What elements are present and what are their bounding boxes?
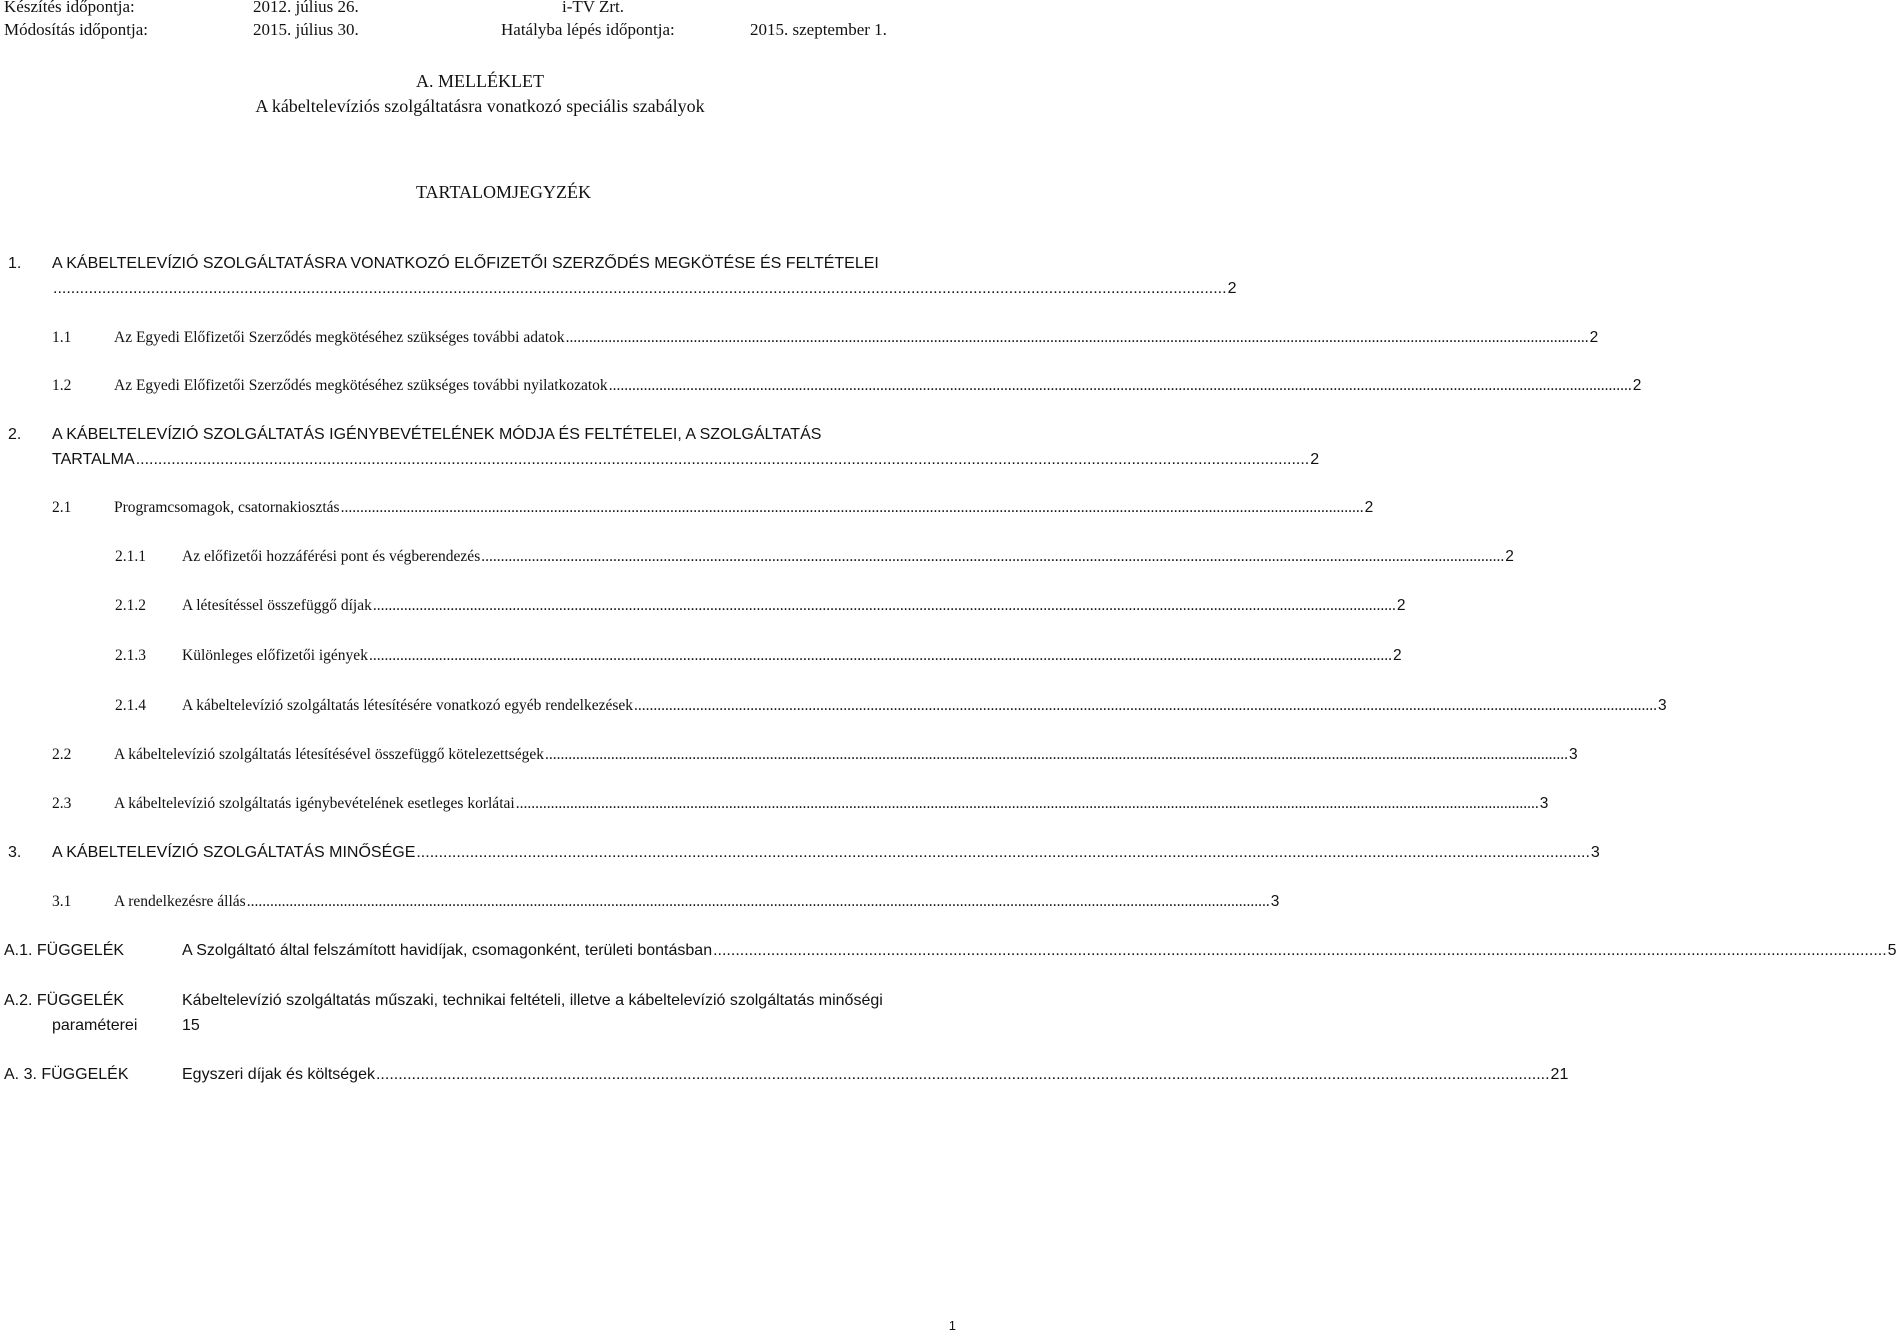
toc-entry-1-1[interactable] [52, 329, 1599, 347]
toc-page: 5 [1887, 942, 1897, 959]
toc-entry-2-1-2[interactable] [115, 597, 1406, 615]
toc-page: 2 [1505, 548, 1514, 565]
toc-number: 2.1.3 [115, 647, 146, 664]
toc-page: 2 [1392, 647, 1402, 664]
created-date: 2012. július 26. [253, 0, 359, 16]
toc-page: 3 [1568, 746, 1578, 763]
dot-leader [136, 451, 1310, 469]
toc-number: 3.1 [52, 893, 72, 910]
toc-title: Az előfizetői hozzáférési pont és végberendezés [182, 548, 481, 565]
company-name: i-TV Zrt. [562, 0, 625, 16]
toc-number: 2.2 [52, 746, 72, 763]
toc-entry-1-2[interactable] [52, 377, 1642, 395]
toc-heading: TARTALOMJEGYZÉK [416, 182, 592, 202]
toc-number: 2.1.4 [115, 697, 146, 714]
modified-date: 2015. július 30. [253, 20, 359, 39]
toc-title: A KÁBELTELEVÍZIÓ SZOLGÁLTATÁSRA VONATKOZÓ ELŐFIZETŐI SZERZŐDÉS MEGKÖTÉSE ÉS FELTÉTELEI [52, 255, 879, 272]
page-number: 1 [948, 1318, 956, 1333]
toc-title: Az Egyedi Előfizetői Szerződés megkötéséhez szükséges további adatok [114, 329, 565, 346]
toc-title: Különleges előfizetői igények [182, 647, 368, 664]
dot-leader [634, 697, 1657, 715]
toc-number: A.1. FÜGGELÉK [4, 942, 125, 959]
toc-number: 1.1 [52, 329, 72, 346]
toc-title: A rendelkezésre állás [114, 893, 246, 910]
toc-appendix-a2[interactable] [4, 992, 963, 1010]
dot-leader [369, 647, 1392, 665]
annex-title: A. MELLÉKLET [416, 71, 544, 91]
dot-leader [713, 942, 1887, 960]
toc-title: A kábeltelevízió szolgáltatás igénybevételének esetleges korlátai [114, 795, 515, 812]
dot-leader [247, 893, 1270, 911]
toc-entry-2-cont[interactable] [52, 451, 1320, 469]
toc-number: 3. [8, 844, 22, 861]
dot-leader [481, 548, 1504, 566]
effective-date: 2015. szeptember 1. [750, 20, 887, 39]
toc-entry-1[interactable] [8, 255, 960, 273]
dot-leader [566, 329, 1589, 347]
toc-title: A létesítéssel összefüggő díjak [182, 597, 372, 614]
toc-number: 1. [8, 255, 22, 272]
toc-title: A KÁBELTELEVÍZIÓ SZOLGÁLTATÁS IGÉNYBEVÉTELÉNEK MÓDJA ÉS FELTÉTELEI, A SZOLGÁLTATÁS [52, 426, 822, 443]
toc-entry-3[interactable] [8, 844, 1600, 862]
toc-number: 2.1.1 [115, 548, 146, 565]
toc-page: 2 [1589, 329, 1599, 346]
modified-label: Módosítás időpontja: [4, 20, 149, 39]
created-label: Készítés időpontja: [4, 0, 135, 16]
toc-title: A KÁBELTELEVÍZIÓ SZOLGÁLTATÁS MINŐSÉGE [52, 844, 416, 861]
toc-appendix-a2-cont[interactable] [52, 1017, 452, 1035]
dot-leader [609, 377, 1632, 395]
dot-leader [516, 795, 1539, 813]
toc-entry-2-1-1[interactable] [115, 548, 1514, 566]
toc-entry-1-leader[interactable] [52, 280, 1237, 298]
toc-page: 2 [1396, 597, 1406, 614]
dot-leader [545, 746, 1568, 764]
toc-title: Egyszeri díjak és költségek [182, 1066, 375, 1083]
toc-number: A. 3. FÜGGELÉK [4, 1066, 129, 1083]
toc-page: 2 [1227, 280, 1237, 297]
toc-page: 3 [1658, 697, 1667, 714]
toc-entry-2-1-4[interactable] [115, 697, 1667, 715]
toc-entry-2[interactable] [8, 426, 960, 444]
toc-number: 2.3 [52, 795, 72, 812]
toc-number: 2.1.2 [115, 597, 146, 614]
toc-entry-3-1[interactable] [52, 893, 1280, 911]
dot-leader [373, 597, 1396, 615]
toc-entry-2-2[interactable] [52, 746, 1578, 764]
annex-subtitle: A kábeltelevíziós szolgáltatásra vonatkozó speciális szabályok [255, 96, 705, 116]
toc-page: 15 [182, 1017, 200, 1034]
toc-title-continued: paraméterei [52, 1017, 138, 1034]
toc-title: Programcsomagok, csatornakiosztás [114, 499, 340, 516]
toc-entry-2-3[interactable] [52, 795, 1549, 813]
toc-page: 2 [1632, 377, 1642, 394]
toc-page: 2 [1364, 499, 1374, 516]
toc-title-continued: TARTALMA [52, 451, 135, 468]
toc-entry-2-1-3[interactable] [115, 647, 1402, 665]
toc-page: 21 [1550, 1066, 1569, 1083]
toc-number: 1.2 [52, 377, 72, 394]
effective-label: Hatályba lépés időpontja: [501, 20, 675, 39]
toc-number: A.2. FÜGGELÉK [4, 992, 125, 1009]
toc-number: 2. [8, 426, 22, 443]
toc-page: 3 [1270, 893, 1280, 910]
dot-leader [416, 844, 1590, 862]
toc-title: A kábeltelevízió szolgáltatás létesítésére vonatkozó egyéb rendelkezések [182, 697, 634, 714]
toc-title: Kábeltelevízió szolgáltatás műszaki, technikai feltételi, illetve a kábeltelevízió szolgáltatás minőségi [182, 992, 883, 1009]
toc-page: 2 [1310, 451, 1320, 468]
toc-entry-2-1[interactable] [52, 499, 1374, 517]
toc-appendix-a3[interactable] [4, 1066, 1569, 1084]
toc-title: Az Egyedi Előfizetői Szerződés megkötéséhez szükséges további nyilatkozatok [114, 377, 608, 394]
toc-page: 3 [1539, 795, 1549, 812]
toc-number: 2.1 [52, 499, 72, 516]
dot-leader [53, 280, 1227, 298]
toc-page: 3 [1590, 844, 1600, 861]
toc-title: A Szolgáltató által felszámított havidíjak, csomagonként, területi bontásban [182, 942, 713, 959]
toc-title: A kábeltelevízió szolgáltatás létesítésével összefüggő kötelezettségek [114, 746, 544, 763]
dot-leader [341, 499, 1364, 517]
dot-leader [376, 1066, 1550, 1084]
toc-appendix-a1[interactable] [4, 942, 1897, 960]
